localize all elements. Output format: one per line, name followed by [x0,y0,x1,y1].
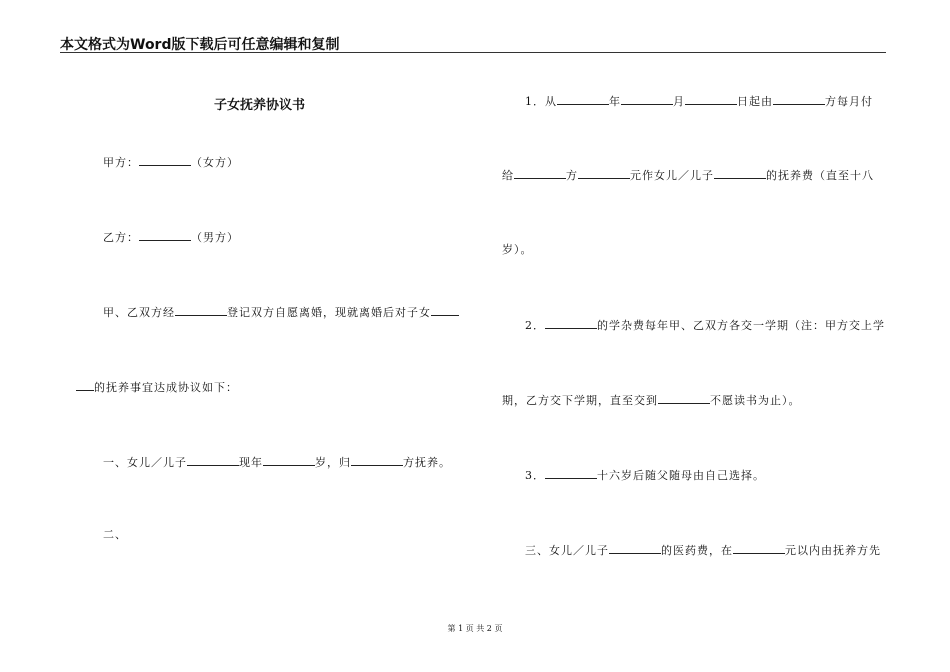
clause-1-text-i: 的抚养费（直至十八 [766,169,874,182]
clause-2-text-a: 2． [525,319,545,332]
blank-field [545,468,597,479]
clause-1-text-d: 日起由 [737,95,773,108]
item-1-text-a: 一、女儿／儿子 [103,456,187,469]
clause-3-line [525,468,765,483]
party-b-line [103,230,239,245]
blank-field [714,168,766,179]
item-3-text-a: 三、女儿／儿子 [525,544,609,557]
clause-2-line-2 [502,393,801,408]
clause-1-text-b: 年 [609,95,621,108]
intro-text-b: 登记双方自愿离婚，现就离婚后对子女 [227,306,431,319]
item-2-label: 二、 [103,528,127,541]
clause-1-text-j: 岁）。 [502,243,533,256]
clause-1-line-1 [525,94,873,109]
blank-field [621,94,673,105]
blank-field [733,543,785,554]
party-a-line [103,155,239,170]
intro-line-1 [103,305,459,320]
clause-1-text-g: 方 [566,169,578,182]
clause-1-line-3 [502,243,533,257]
blank-field [609,543,661,554]
clause-1-text-h: 元作女儿／儿子 [630,169,714,182]
party-a-label: 甲方： [103,156,139,169]
clause-1-text-a: 1．从 [525,95,557,108]
intro-line-2 [76,380,238,395]
blank-field [557,94,609,105]
page-right-column [475,0,950,672]
party-a-note: （女方） [191,156,239,169]
document-header-banner: 本文格式为Word版下载后可任意编辑和复制 [60,37,340,53]
party-b-label: 乙方： [103,231,139,244]
item-3-text-b: 的医药费，在 [661,544,733,557]
item-1-text-d: 方抚养。 [403,456,451,469]
clause-2-text-b: 的学杂费每年甲、乙双方各交一学期（注：甲方交上学 [597,319,885,332]
blank-field [175,305,227,316]
page-number-footer: 第 1 页 共 2 页 [447,624,503,633]
blank-field [431,305,459,316]
blank-field [187,455,239,466]
party-b-note: （男方） [191,231,239,244]
document-title: 子女抚养协议书 [214,98,306,113]
blank-field [76,380,94,391]
blank-field [773,94,825,105]
blank-field [139,155,191,166]
clause-2-line-1 [525,318,885,333]
item-1-text-c: 岁，归 [315,456,351,469]
clause-1-text-f: 给 [502,169,514,182]
clause-2-text-d: 不愿读书为止）。 [710,394,801,407]
blank-field [514,168,566,179]
clause-1-text-e: 方每月付 [825,95,873,108]
item-1-text-b: 现年 [239,456,263,469]
blank-field [263,455,315,466]
blank-field [139,230,191,241]
blank-field [578,168,630,179]
clause-2-text-c: 期，乙方交下学期，直至交到 [502,394,658,407]
clause-3-text-b: 十六岁后随父随母由自己选择。 [597,469,765,482]
intro-text-a: 甲、乙双方经 [103,306,175,319]
blank-field [545,318,597,329]
clause-1-line-2 [502,168,874,183]
item-3-line [525,543,881,558]
blank-field [685,94,737,105]
intro-text-c: 的抚养事宜达成协议如下： [94,381,238,394]
clause-3-text-a: 3． [525,469,545,482]
clause-1-text-c: 月 [673,95,685,108]
item-3-text-c: 元以内由抚养方先 [785,544,881,557]
blank-field [351,455,403,466]
item-1-line [103,455,451,470]
item-2-line [103,528,127,542]
blank-field [658,393,710,404]
